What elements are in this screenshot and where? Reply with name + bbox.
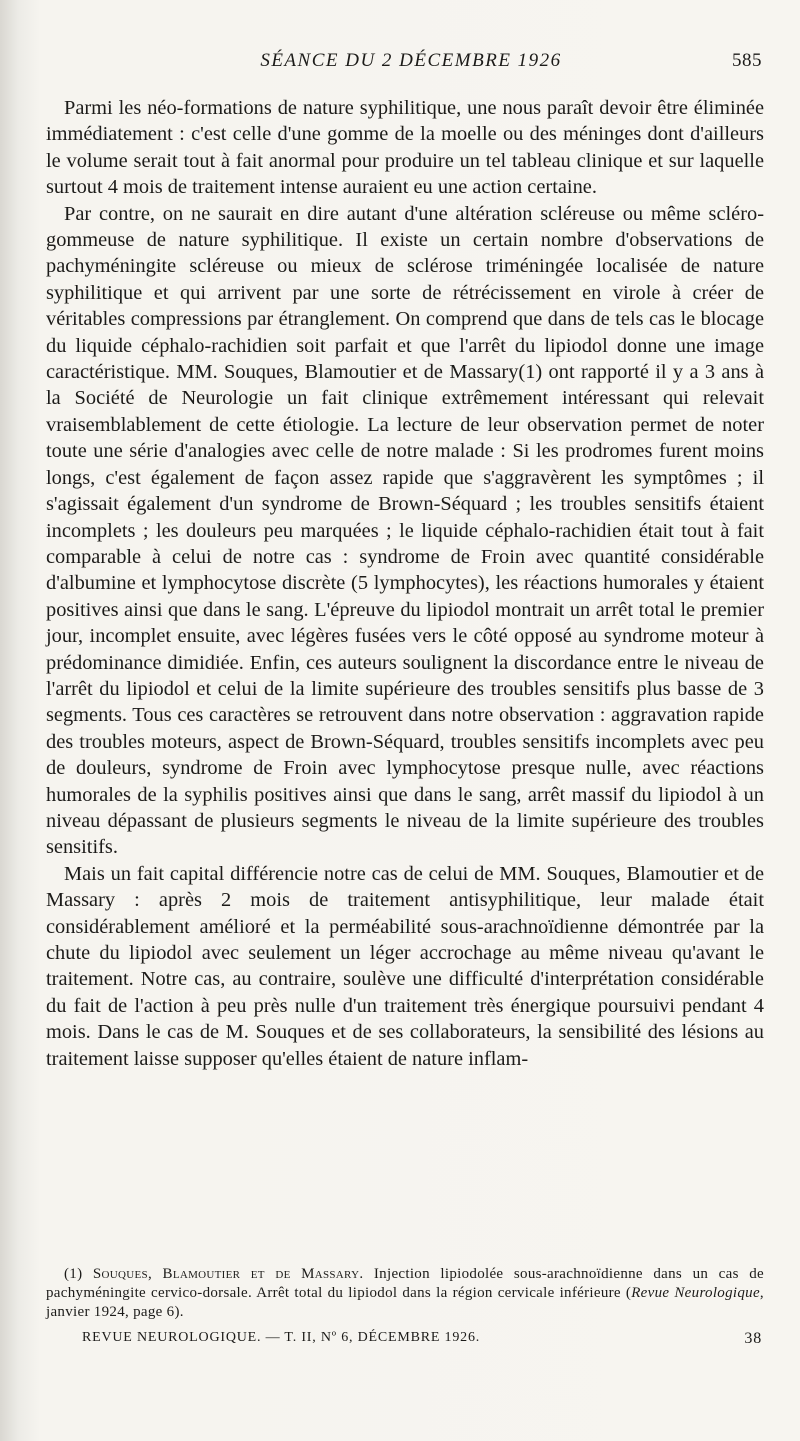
running-head: SÉANCE DU 2 DÉCEMBRE 1926 bbox=[260, 50, 562, 71]
paragraph-1: Parmi les néo-formations de nature syphilitique, une nous paraît devoir être éliminée immédiatement : c'est celle d'une gomme de la moelle ou des méninges dont d'ailleurs le volume serait tout à fait anormal pour produire un tel tableau clinique et sur laquelle surtout 4 mois de traitement intense auraient eu une action certaine. bbox=[46, 97, 764, 199]
article-body bbox=[46, 95, 764, 1072]
page-number: 585 bbox=[732, 50, 762, 71]
footnote-citation: , janvier 1924, page 6). bbox=[46, 1285, 764, 1320]
footnote-text bbox=[46, 1265, 764, 1322]
signature-mark: 38 bbox=[744, 1330, 762, 1347]
footnote bbox=[46, 1265, 764, 1322]
footnote-title: Injection lipiodolée sous-arachnoïdienne dans un cas de pachyméningite cervico-dorsale. Arrêt total du lipiodol dans la région cervicale inférieure ( bbox=[46, 1266, 764, 1301]
footnote-journal: Revue Neurologique bbox=[631, 1285, 760, 1301]
journal-line: REVUE NEUROLOGIQUE. — T. II, Nº 6, DÉCEMBRE 1926. bbox=[82, 1330, 481, 1345]
footnote-marker: (1) bbox=[64, 1266, 83, 1282]
paragraph-2: Par contre, on ne saurait en dire autant d'une altération scléreuse ou même scléro-gommeuse de nature syphilitique. Il existe un certain nombre d'observations de pachyméningite scléreuse ou mieux de sclérose triméningée localisée de nature syphilitique et qui arrivent par une sorte de rétrécissement en virole à créer de véritables compressions par étranglement. On comprend que dans de tels cas le blocage du liquide céphalo-rachidien soit parfait et que l'arrêt du lipiodol donne une image caractéristique. MM. Souques, Blamoutier et de Massary(1) ont rapporté il y a 3 ans à la Société de Neurologie un fait clinique extrêmement intéressant qui relevait vraisemblablement de cette étiologie. La lecture de leur observation permet de noter toute une série d'analogies avec celle de notre malade : Si les prodromes furent moins longs, c'est également de façon assez rapide que s'aggravèrent les symptômes ; il s'agissait également d'un syndrome de Brown-Séquard ; les troubles sensitifs étaient incomplets ; les douleurs peu marquées ; le liquide céphalo-rachidien était tout à fait comparable à celui de notre cas : syndrome de Froin avec quantité considérable d'albumine et lymphocytose discrète (5 lymphocytes), les réactions humorales y étaient positives ainsi que dans le sang. L'épreuve du lipiodol montrait un arrêt total le premier jour, incomplet ensuite, avec légères fusées vers le côté opposé au syndrome moteur à prédominance dimidiée. Enfin, ces auteurs soulignent la discordance entre le niveau de l'arrêt du lipiodol et celui de la limite supérieure des troubles sensitifs plus basse de 3 segments. Tous ces caractères se retrouvent dans notre observation : aggravation rapide des troubles moteurs, aspect de Brown-Séquard, troubles sensitifs incomplets avec peu de douleurs, syndrome de Froin avec lymphocytose presque nulle, avec réactions humorales de la syphilis positives ainsi que dans le sang, arrêt massif du lipiodol à un niveau dépassant de plusieurs segments le niveau de la limite supérieure des troubles sensitifs. bbox=[46, 202, 764, 859]
paragraph-3: Mais un fait capital différencie notre cas de celui de MM. Souques, Blamoutier et de Massary : après 2 mois de traitement antisyphilitique, leur malade était considérablement amélioré et la perméabilité sous-arachnoïdienne démontrée par la chute du lipiodol avec seulement un léger accrochage au même niveau qu'avant le traitement. Notre cas, au contraire, soulève une difficulté d'interprétation considérable du fait de l'action à peu près nulle d'un traitement très énergique poursuivi pendant 4 mois. Dans le cas de M. Souques et de ses collaborateurs, la sensibilité des lésions au traitement laisse supposer qu'elles étaient de nature inflam- bbox=[46, 862, 764, 1070]
page-footer bbox=[82, 1330, 762, 1346]
page-header bbox=[60, 50, 762, 78]
footnote-authors: Souques, Blamoutier et de Massary. bbox=[92, 1266, 364, 1282]
